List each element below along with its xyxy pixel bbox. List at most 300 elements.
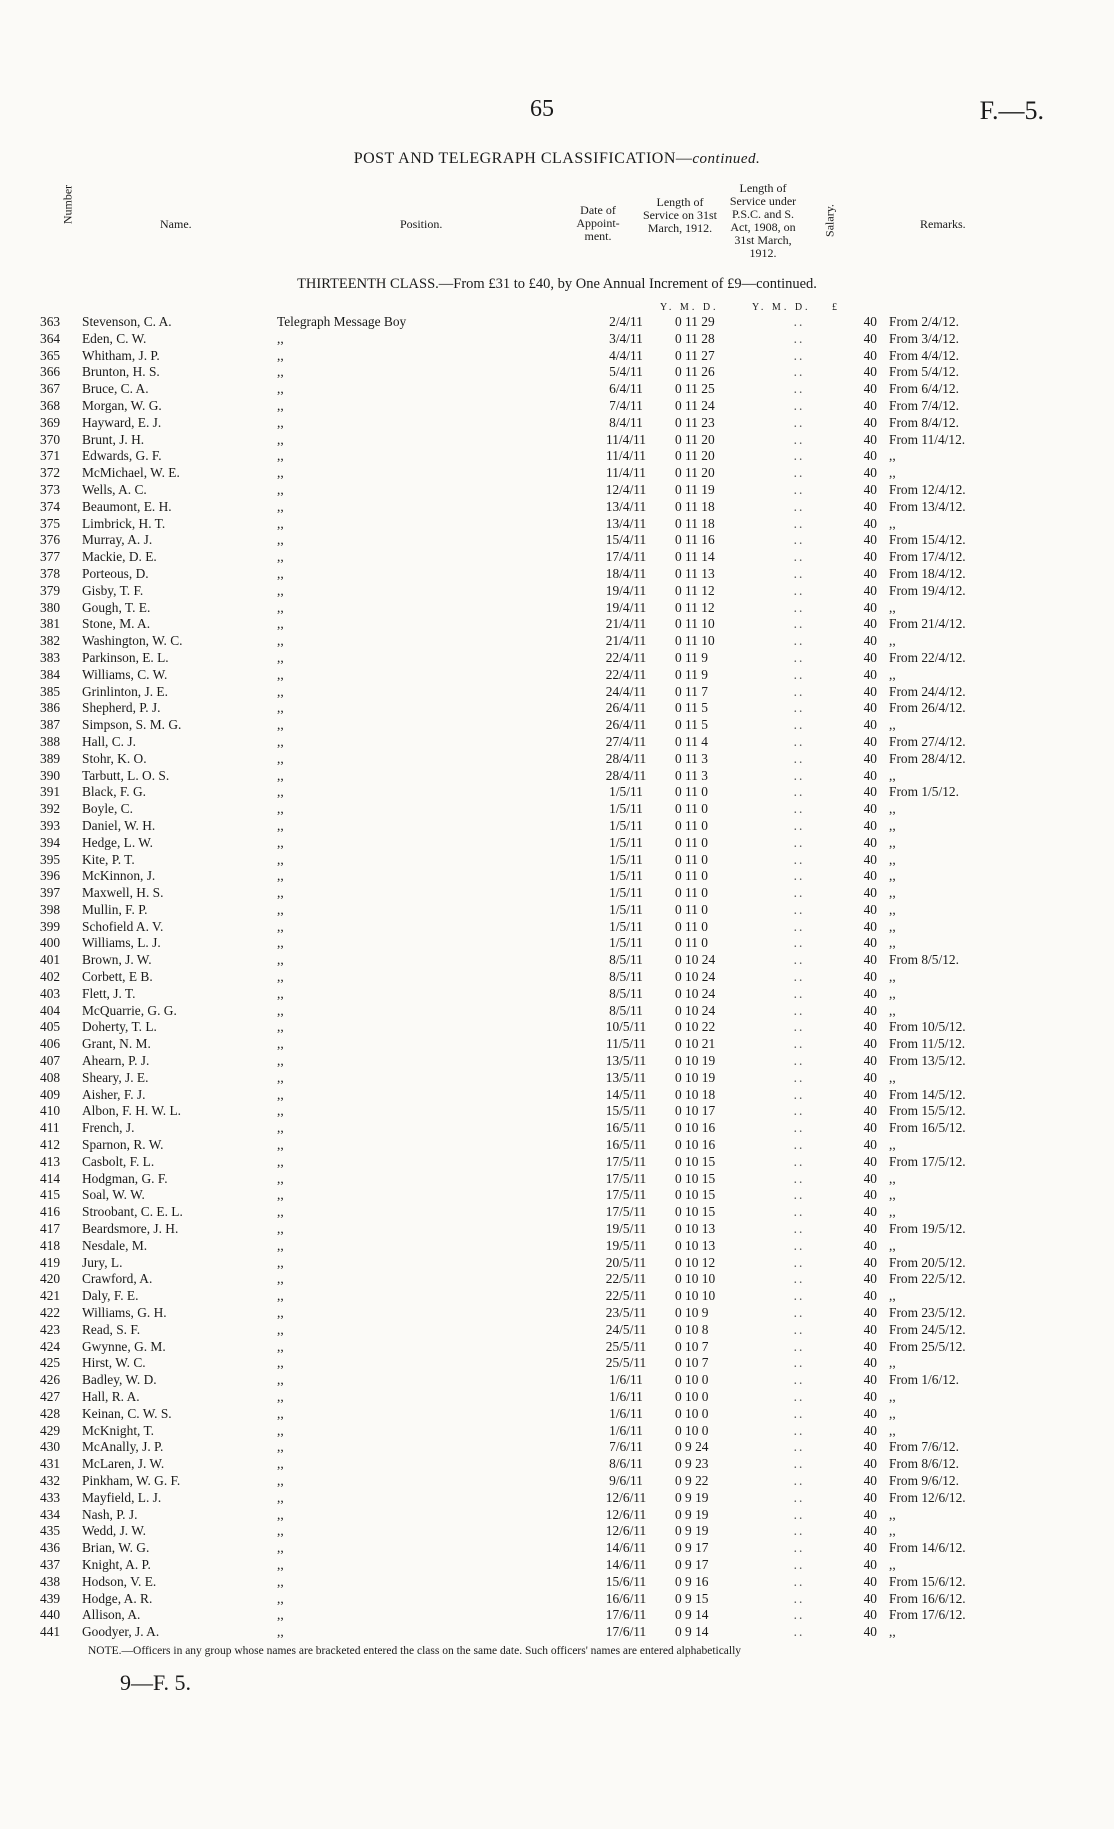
row-date: 20/5/11 <box>605 1254 647 1270</box>
table-row <box>40 1305 1049 1322</box>
row-salary: 40 <box>863 1523 877 1539</box>
row-name: Hodgman, G. F. <box>82 1170 168 1186</box>
title-text: POST AND TELEGRAPH CLASSIFICATION— <box>353 150 693 167</box>
table-row <box>40 1036 1049 1053</box>
row-position: ,, <box>277 498 284 514</box>
row-number: 417 <box>40 1221 61 1237</box>
row-number: 430 <box>40 1439 61 1455</box>
row-number: 402 <box>40 969 61 985</box>
row-length-psc: .. <box>793 1086 805 1102</box>
row-remarks: From 8/4/12. <box>889 414 959 430</box>
row-name: Hodson, V. E. <box>82 1573 157 1589</box>
row-remarks: ,, <box>889 717 896 733</box>
row-remarks: From 2/4/12. <box>889 314 959 329</box>
row-number: 389 <box>40 750 61 766</box>
row-number: 395 <box>40 851 61 867</box>
row-number: 426 <box>40 1372 61 1388</box>
row-position: ,, <box>277 465 284 481</box>
row-name: Doherty, T. L. <box>82 1019 157 1035</box>
row-position: ,, <box>277 1540 284 1556</box>
row-number: 381 <box>40 616 61 632</box>
row-number: 429 <box>40 1422 61 1438</box>
row-date: 1/5/11 <box>609 851 643 867</box>
table-row <box>40 768 1049 785</box>
row-name: Hodge, A. R. <box>82 1590 153 1606</box>
row-number: 441 <box>40 1624 61 1640</box>
row-remarks: ,, <box>889 985 896 1001</box>
row-name: Morgan, W. G. <box>82 397 162 413</box>
row-length-service: 0 11 13 <box>675 565 715 581</box>
row-position: ,, <box>277 952 284 968</box>
row-length-service: 0 10 15 <box>675 1204 716 1220</box>
table-row <box>40 885 1049 902</box>
row-number: 399 <box>40 918 61 934</box>
row-length-service: 0 10 19 <box>675 1053 716 1069</box>
row-remarks: ,, <box>889 1137 896 1153</box>
row-name: Gough, T. E. <box>82 599 151 615</box>
row-length-psc: .. <box>793 834 805 850</box>
row-name: Hirst, W. C. <box>82 1355 146 1371</box>
row-position: ,, <box>277 1624 284 1640</box>
table-row <box>40 868 1049 885</box>
row-salary: 40 <box>863 834 877 850</box>
row-name: Brown, J. W. <box>82 952 152 968</box>
units-ymd-service: Y. M. D. <box>660 302 719 313</box>
row-date: 16/5/11 <box>605 1137 647 1153</box>
row-name: McAnally, J. P. <box>82 1439 164 1455</box>
row-date: 1/5/11 <box>609 834 643 850</box>
table-row <box>40 919 1049 936</box>
row-salary: 40 <box>863 750 877 766</box>
table-row <box>40 717 1049 734</box>
row-date: 17/4/11 <box>605 549 647 565</box>
row-length-psc: .. <box>793 1439 805 1455</box>
row-name: Brian, W. G. <box>82 1540 150 1556</box>
row-position: ,, <box>277 1523 284 1539</box>
row-remarks: ,, <box>889 1288 896 1304</box>
row-length-service: 0 10 18 <box>675 1086 716 1102</box>
row-number: 438 <box>40 1573 61 1589</box>
row-length-psc: .. <box>793 1254 805 1270</box>
row-number: 368 <box>40 397 61 413</box>
row-salary: 40 <box>863 1389 877 1404</box>
row-position: ,, <box>277 969 284 985</box>
row-salary: 40 <box>863 1489 877 1505</box>
table-row <box>40 1221 1049 1238</box>
row-position: Telegraph Message Boy <box>277 314 407 329</box>
row-length-psc: .. <box>793 1170 805 1186</box>
row-number: 400 <box>40 935 61 951</box>
row-name: Limbrick, H. T. <box>82 515 166 531</box>
row-position: ,, <box>277 582 284 598</box>
row-length-psc: .. <box>793 582 805 598</box>
table-row <box>40 986 1049 1003</box>
row-date: 11/4/11 <box>606 431 646 447</box>
row-date: 1/6/11 <box>609 1422 643 1438</box>
row-remarks: From 11/4/12. <box>889 431 966 447</box>
row-length-service: 0 10 15 <box>675 1187 716 1203</box>
row-name: Hayward, E. J. <box>82 414 162 430</box>
row-length-psc: .. <box>793 817 805 833</box>
row-salary: 40 <box>863 1556 877 1572</box>
row-length-psc: .. <box>793 1523 805 1539</box>
row-salary: 40 <box>863 1422 877 1438</box>
row-length-service: 0 11 9 <box>675 649 708 665</box>
row-name: McLaren, J. W. <box>82 1456 165 1472</box>
row-name: Stone, M. A. <box>82 616 151 632</box>
row-position: ,, <box>277 1338 284 1354</box>
row-date: 23/5/11 <box>605 1305 647 1321</box>
row-remarks: ,, <box>889 1389 896 1404</box>
row-number: 370 <box>40 431 61 447</box>
row-length-service: 0 10 0 <box>675 1422 709 1438</box>
table-row <box>40 1540 1049 1557</box>
row-name: McMichael, W. E. <box>82 465 180 481</box>
row-length-service: 0 11 24 <box>675 397 715 413</box>
table-row <box>40 784 1049 801</box>
row-name: Schofield A. V. <box>82 918 164 934</box>
row-date: 24/5/11 <box>605 1321 647 1337</box>
row-length-service: 0 9 15 <box>675 1590 709 1606</box>
row-salary: 40 <box>863 1456 877 1472</box>
row-salary: 40 <box>863 515 877 531</box>
row-salary: 40 <box>863 397 877 413</box>
row-remarks: From 24/5/12. <box>889 1321 966 1337</box>
row-length-psc: .. <box>793 1338 805 1354</box>
row-remarks: ,, <box>889 918 896 934</box>
row-length-service: 0 11 26 <box>675 364 715 380</box>
row-remarks: From 11/5/12. <box>889 1036 966 1052</box>
row-position: ,, <box>277 381 284 397</box>
table-row <box>40 1490 1049 1507</box>
row-length-service: 0 9 16 <box>675 1573 709 1589</box>
row-remarks: From 18/4/12. <box>889 565 966 581</box>
row-number: 372 <box>40 465 61 481</box>
table-row <box>40 600 1049 617</box>
page-title <box>0 150 1114 168</box>
row-position: ,, <box>277 1439 284 1455</box>
row-position: ,, <box>277 1153 284 1169</box>
row-date: 13/5/11 <box>605 1053 647 1069</box>
row-length-service: 0 11 27 <box>675 347 715 363</box>
row-salary: 40 <box>863 1405 877 1421</box>
row-length-psc: .. <box>793 381 805 397</box>
table-row <box>40 1523 1049 1540</box>
row-length-service: 0 10 7 <box>675 1355 709 1371</box>
row-number: 434 <box>40 1506 61 1522</box>
row-salary: 40 <box>863 717 877 733</box>
row-name: Daly, F. E. <box>82 1288 139 1304</box>
row-length-psc: .. <box>793 700 805 716</box>
row-name: Crawford, A. <box>82 1271 153 1287</box>
row-length-psc: .. <box>793 397 805 413</box>
row-remarks: From 7/6/12. <box>889 1439 959 1455</box>
row-length-psc: .. <box>793 314 805 329</box>
row-remarks: ,, <box>889 1170 896 1186</box>
row-length-psc: .. <box>793 784 805 800</box>
row-position: ,, <box>277 901 284 917</box>
row-number: 404 <box>40 1002 61 1018</box>
row-length-service: 0 11 3 <box>675 750 708 766</box>
row-position: ,, <box>277 1422 284 1438</box>
row-remarks: From 22/4/12. <box>889 649 966 665</box>
row-position: ,, <box>277 1086 284 1102</box>
row-length-psc: .. <box>793 985 805 1001</box>
row-salary: 40 <box>863 414 877 430</box>
row-length-service: 0 11 12 <box>675 582 715 598</box>
row-position: ,, <box>277 1036 284 1052</box>
row-remarks: From 28/4/12. <box>889 750 966 766</box>
row-remarks: From 17/6/12. <box>889 1607 966 1623</box>
header-position: Position. <box>400 217 443 231</box>
row-position: ,, <box>277 801 284 817</box>
row-length-psc: .. <box>793 1036 805 1052</box>
row-length-service: 0 11 5 <box>675 700 708 716</box>
row-date: 12/6/11 <box>605 1523 647 1539</box>
row-salary: 40 <box>863 314 877 329</box>
row-date: 24/4/11 <box>605 683 647 699</box>
row-salary: 40 <box>863 465 877 481</box>
row-date: 1/5/11 <box>609 817 643 833</box>
row-length-service: 0 10 16 <box>675 1120 716 1136</box>
row-salary: 40 <box>863 1069 877 1085</box>
row-length-psc: .. <box>793 1321 805 1337</box>
row-salary: 40 <box>863 1338 877 1354</box>
row-date: 21/4/11 <box>605 633 647 649</box>
row-name: Stroobant, C. E. L. <box>82 1204 183 1220</box>
row-salary: 40 <box>863 1472 877 1488</box>
row-remarks: From 25/5/12. <box>889 1338 966 1354</box>
units-salary: £ <box>832 302 840 313</box>
row-position: ,, <box>277 1187 284 1203</box>
row-length-service: 0 11 0 <box>675 918 708 934</box>
table-row <box>40 1574 1049 1591</box>
table-row <box>40 1003 1049 1020</box>
row-remarks: ,, <box>889 1422 896 1438</box>
row-date: 18/4/11 <box>605 565 647 581</box>
row-remarks: ,, <box>889 801 896 817</box>
table-row <box>40 818 1049 835</box>
row-date: 6/4/11 <box>609 381 643 397</box>
row-salary: 40 <box>863 649 877 665</box>
row-date: 14/6/11 <box>605 1540 647 1556</box>
row-date: 8/5/11 <box>609 969 643 985</box>
row-date: 17/6/11 <box>605 1624 647 1640</box>
row-date: 1/6/11 <box>609 1405 643 1421</box>
row-salary: 40 <box>863 431 877 447</box>
row-position: ,, <box>277 330 284 346</box>
row-date: 3/4/11 <box>609 330 643 346</box>
row-remarks: From 17/4/12. <box>889 549 966 565</box>
row-remarks: From 12/6/12. <box>889 1489 966 1505</box>
document-reference: F.—5. <box>979 96 1044 125</box>
row-length-psc: .. <box>793 1187 805 1203</box>
row-remarks: ,, <box>889 1002 896 1018</box>
row-name: McKinnon, J. <box>82 868 156 884</box>
row-salary: 40 <box>863 985 877 1001</box>
row-name: Keinan, C. W. S. <box>82 1405 172 1421</box>
row-remarks: From 16/6/12. <box>889 1590 966 1606</box>
table-row <box>40 952 1049 969</box>
row-name: Pinkham, W. G. F. <box>82 1472 181 1488</box>
row-remarks: ,, <box>889 1405 896 1421</box>
row-length-service: 0 11 3 <box>675 767 708 783</box>
row-length-psc: .. <box>793 532 805 548</box>
row-remarks: From 14/6/12. <box>889 1540 966 1556</box>
row-name: Black, F. G. <box>82 784 147 800</box>
row-name: McQuarrie, G. G. <box>82 1002 177 1018</box>
row-name: Stevenson, C. A. <box>82 314 172 329</box>
row-length-service: 0 11 0 <box>675 817 708 833</box>
row-remarks: From 7/4/12. <box>889 397 959 413</box>
row-position: ,, <box>277 1389 284 1404</box>
table-row <box>40 1607 1049 1624</box>
row-name: Whitham, J. P. <box>82 347 160 363</box>
table-row <box>40 1154 1049 1171</box>
row-remarks: ,, <box>889 901 896 917</box>
row-length-psc: .. <box>793 1271 805 1287</box>
row-date: 12/6/11 <box>605 1489 647 1505</box>
table-row <box>40 835 1049 852</box>
row-length-psc: .. <box>793 431 805 447</box>
row-salary: 40 <box>863 1120 877 1136</box>
row-position: ,, <box>277 1053 284 1069</box>
row-date: 1/5/11 <box>609 885 643 901</box>
row-salary: 40 <box>863 1439 877 1455</box>
row-remarks: From 8/6/12. <box>889 1456 959 1472</box>
table-row <box>40 398 1049 415</box>
row-number: 435 <box>40 1523 61 1539</box>
row-length-psc: .. <box>793 565 805 581</box>
row-number: 439 <box>40 1590 61 1606</box>
row-position: ,, <box>277 1237 284 1253</box>
table-row <box>40 381 1049 398</box>
row-salary: 40 <box>863 952 877 968</box>
row-number: 408 <box>40 1069 61 1085</box>
table-row <box>40 1171 1049 1188</box>
row-salary: 40 <box>863 1372 877 1388</box>
row-number: 398 <box>40 901 61 917</box>
row-date: 17/5/11 <box>605 1170 647 1186</box>
row-date: 9/6/11 <box>609 1472 643 1488</box>
table-row <box>40 1355 1049 1372</box>
row-name: Mullin, F. P. <box>82 901 148 917</box>
row-length-service: 0 11 0 <box>675 901 708 917</box>
table-row <box>40 801 1049 818</box>
row-length-service: 0 10 16 <box>675 1137 716 1153</box>
row-length-psc: .. <box>793 1573 805 1589</box>
row-salary: 40 <box>863 549 877 565</box>
row-salary: 40 <box>863 1305 877 1321</box>
row-position: ,, <box>277 1271 284 1287</box>
row-name: Jury, L. <box>82 1254 123 1270</box>
row-remarks: ,, <box>889 1355 896 1371</box>
row-remarks: From 23/5/12. <box>889 1305 966 1321</box>
row-salary: 40 <box>863 1624 877 1640</box>
row-date: 25/5/11 <box>605 1355 647 1371</box>
row-remarks: ,, <box>889 851 896 867</box>
table-row <box>40 1137 1049 1154</box>
row-length-service: 0 11 0 <box>675 834 708 850</box>
row-length-service: 0 11 0 <box>675 851 708 867</box>
row-number: 428 <box>40 1405 61 1421</box>
row-salary: 40 <box>863 481 877 497</box>
row-date: 1/5/11 <box>609 868 643 884</box>
row-number: 373 <box>40 481 61 497</box>
table-row <box>40 549 1049 566</box>
row-remarks: ,, <box>889 817 896 833</box>
row-length-service: 0 9 17 <box>675 1556 709 1572</box>
row-date: 13/5/11 <box>605 1069 647 1085</box>
row-length-service: 0 11 0 <box>675 801 708 817</box>
table-header <box>0 180 1114 280</box>
row-remarks: From 14/5/12. <box>889 1086 966 1102</box>
row-number: 419 <box>40 1254 61 1270</box>
row-remarks: From 6/4/12. <box>889 381 959 397</box>
row-number: 392 <box>40 801 61 817</box>
row-name: Simpson, S. M. G. <box>82 717 182 733</box>
row-length-service: 0 11 16 <box>675 532 715 548</box>
row-name: Wells, A. C. <box>82 481 147 497</box>
row-length-psc: .. <box>793 1002 805 1018</box>
row-position: ,, <box>277 481 284 497</box>
row-salary: 40 <box>863 582 877 598</box>
row-date: 8/5/11 <box>609 985 643 1001</box>
row-number: 367 <box>40 381 61 397</box>
row-number: 385 <box>40 683 61 699</box>
row-salary: 40 <box>863 683 877 699</box>
row-length-psc: .. <box>793 515 805 531</box>
row-salary: 40 <box>863 767 877 783</box>
row-length-psc: .. <box>793 1120 805 1136</box>
row-date: 1/5/11 <box>609 901 643 917</box>
table-row <box>40 314 1049 331</box>
row-length-psc: .. <box>793 1607 805 1623</box>
row-length-psc: .. <box>793 448 805 464</box>
row-number: 432 <box>40 1472 61 1488</box>
row-date: 19/4/11 <box>605 582 647 598</box>
row-name: Hall, R. A. <box>82 1389 140 1404</box>
table-row <box>40 1053 1049 1070</box>
row-date: 16/5/11 <box>605 1120 647 1136</box>
row-remarks: From 26/4/12. <box>889 700 966 716</box>
row-length-service: 0 11 28 <box>675 330 715 346</box>
header-length-psc: Length of Service under P.S.C. and S. Act, 1908, on 31st March, 1912. <box>729 181 797 260</box>
row-position: ,, <box>277 985 284 1001</box>
row-remarks: From 13/5/12. <box>889 1053 966 1069</box>
row-salary: 40 <box>863 1053 877 1069</box>
table-row <box>40 1507 1049 1524</box>
row-date: 7/6/11 <box>609 1439 643 1455</box>
row-length-psc: .. <box>793 851 805 867</box>
row-length-service: 0 9 19 <box>675 1489 709 1505</box>
row-salary: 40 <box>863 918 877 934</box>
row-salary: 40 <box>863 901 877 917</box>
row-length-service: 0 10 10 <box>675 1288 716 1304</box>
row-position: ,, <box>277 1607 284 1623</box>
row-remarks: ,, <box>889 767 896 783</box>
row-name: Mayfield, L. J. <box>82 1489 162 1505</box>
row-number: 378 <box>40 565 61 581</box>
row-salary: 40 <box>863 1254 877 1270</box>
row-remarks: From 20/5/12. <box>889 1254 966 1270</box>
table-row <box>40 751 1049 768</box>
row-remarks: From 13/4/12. <box>889 498 966 514</box>
row-position: ,, <box>277 1456 284 1472</box>
row-date: 26/4/11 <box>605 700 647 716</box>
row-remarks: ,, <box>889 465 896 481</box>
row-position: ,, <box>277 767 284 783</box>
